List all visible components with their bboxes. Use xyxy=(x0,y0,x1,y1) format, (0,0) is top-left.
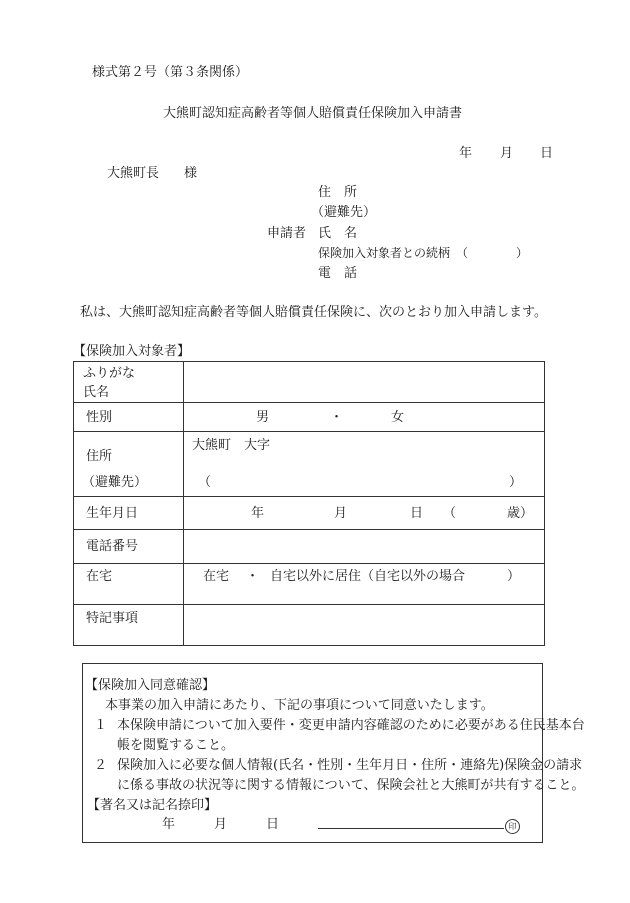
address-input-cell[interactable] xyxy=(184,432,545,497)
residence-options-cell xyxy=(184,564,545,605)
age-open-paren: （ xyxy=(443,506,457,521)
applicant-name-label: 氏 名 xyxy=(318,226,358,241)
consent-item-1-line-1: 本保険申請について加入要件・変更申請内容確認のために必要がある住民基本台 xyxy=(117,718,585,733)
date-day-label: 日 xyxy=(540,146,554,161)
table-row-name xyxy=(74,362,545,403)
name-label-cell xyxy=(74,362,184,403)
evacuation-close-paren: ） xyxy=(509,475,523,490)
addressee-honorific: 様 xyxy=(184,166,198,181)
birthdate-label-cell xyxy=(74,497,184,530)
evacuation-open-paren: （ xyxy=(198,475,212,490)
birth-year-label: 年 xyxy=(251,506,265,521)
sign-year-label: 年 xyxy=(162,817,176,832)
table-row-notes xyxy=(74,605,545,646)
applicant-role-label: 申請者 xyxy=(267,226,307,241)
address-label-cell xyxy=(74,432,184,497)
applicant-evacuation-label: （避難先） xyxy=(311,205,377,220)
gender-options-cell xyxy=(184,403,545,432)
form-number: 様式第２号（第３条関係） xyxy=(92,65,249,80)
table-row-phone xyxy=(74,530,545,564)
phone-label: 電 話 番 号 xyxy=(86,539,139,554)
birth-day-label: 日 xyxy=(410,506,424,521)
consent-intro: 本事業の加入申請にあたり、下記の事項について同意いたします。 xyxy=(105,698,494,713)
date-month-label: 月 xyxy=(500,146,514,161)
consent-item-2-number: ２ xyxy=(94,758,108,773)
addressee: 大熊町長 xyxy=(107,166,160,181)
applicant-relation-label: 保険加入対象者との続柄 （ ） xyxy=(318,246,529,260)
date-year-label: 年 xyxy=(459,146,473,161)
insured-person-table xyxy=(73,361,545,646)
name-input-cell[interactable] xyxy=(184,362,545,403)
consent-item-1-number: １ xyxy=(94,718,108,733)
table-row-address xyxy=(74,432,545,497)
application-statement: 私は、大熊町認知症高齢者等個人賠償責任保険に、次のとおり加入申請します。 xyxy=(80,305,547,320)
table-row-residence xyxy=(74,564,545,605)
residence-option-home[interactable]: 在宅 xyxy=(203,569,230,584)
notes-label-cell xyxy=(74,605,184,646)
residence-label-cell xyxy=(74,564,184,605)
consent-item-2-line-1: 保険加入に必要な個人情報(氏名・性別・生年月日・住所・連絡先)保険金の請求 xyxy=(117,758,583,773)
birthdate-label: 生 年 月 日 xyxy=(86,506,139,521)
gender-option-male[interactable]: 男 xyxy=(256,410,270,425)
consent-item-2-line-2: に係る事故の状況等に関する情報について、保険会社と大熊町が共有すること。 xyxy=(117,778,585,793)
applicant-address-label: 住 所 xyxy=(318,185,358,200)
phone-label-cell xyxy=(74,530,184,564)
signature-line[interactable] xyxy=(318,828,504,829)
furigana-label: ふ り が な xyxy=(83,366,136,381)
sign-month-label: 月 xyxy=(214,817,228,832)
address-prefill: 大熊町 大字 xyxy=(192,438,271,453)
residence-option-other[interactable]: 自宅以外に居住（自宅以外の場合 xyxy=(270,569,466,584)
name-label: 氏 名 xyxy=(83,385,110,400)
phone-input-cell[interactable] xyxy=(184,530,545,564)
table-row-birthdate xyxy=(74,497,545,530)
age-label: 歳） xyxy=(507,506,534,521)
residence-close-paren: ） xyxy=(507,569,521,584)
evacuation-label: （避 難 先） xyxy=(82,475,148,490)
table-row-gender xyxy=(74,403,545,432)
gender-separator: ・ xyxy=(330,410,344,425)
notes-label: 特 記 事 項 xyxy=(86,611,139,626)
gender-label-cell xyxy=(74,403,184,432)
seal-mark: 印 xyxy=(505,819,520,834)
consent-heading: 【保険加入同意確認】 xyxy=(85,678,216,693)
residence-separator: ・ xyxy=(246,569,260,584)
form-title: 大熊町認知症高齢者等個人賠償責任保険加入申請書 xyxy=(163,106,463,121)
birth-month-label: 月 xyxy=(334,506,348,521)
gender-label: 性 別 xyxy=(86,410,113,425)
applicant-phone-label: 電 話 xyxy=(318,266,358,281)
insured-section-heading: 【保険加入対象者】 xyxy=(73,344,191,359)
consent-item-1-line-2: 帳を閲覧すること。 xyxy=(117,738,235,753)
gender-option-female[interactable]: 女 xyxy=(391,410,405,425)
birthdate-input-cell[interactable] xyxy=(184,497,545,530)
residence-label: 在 宅 xyxy=(86,569,113,584)
sign-day-label: 日 xyxy=(266,817,280,832)
notes-input-cell[interactable] xyxy=(184,605,545,646)
signature-heading: 【著名又は記名捺印】 xyxy=(87,798,218,813)
address-label: 住 所 xyxy=(86,449,113,464)
